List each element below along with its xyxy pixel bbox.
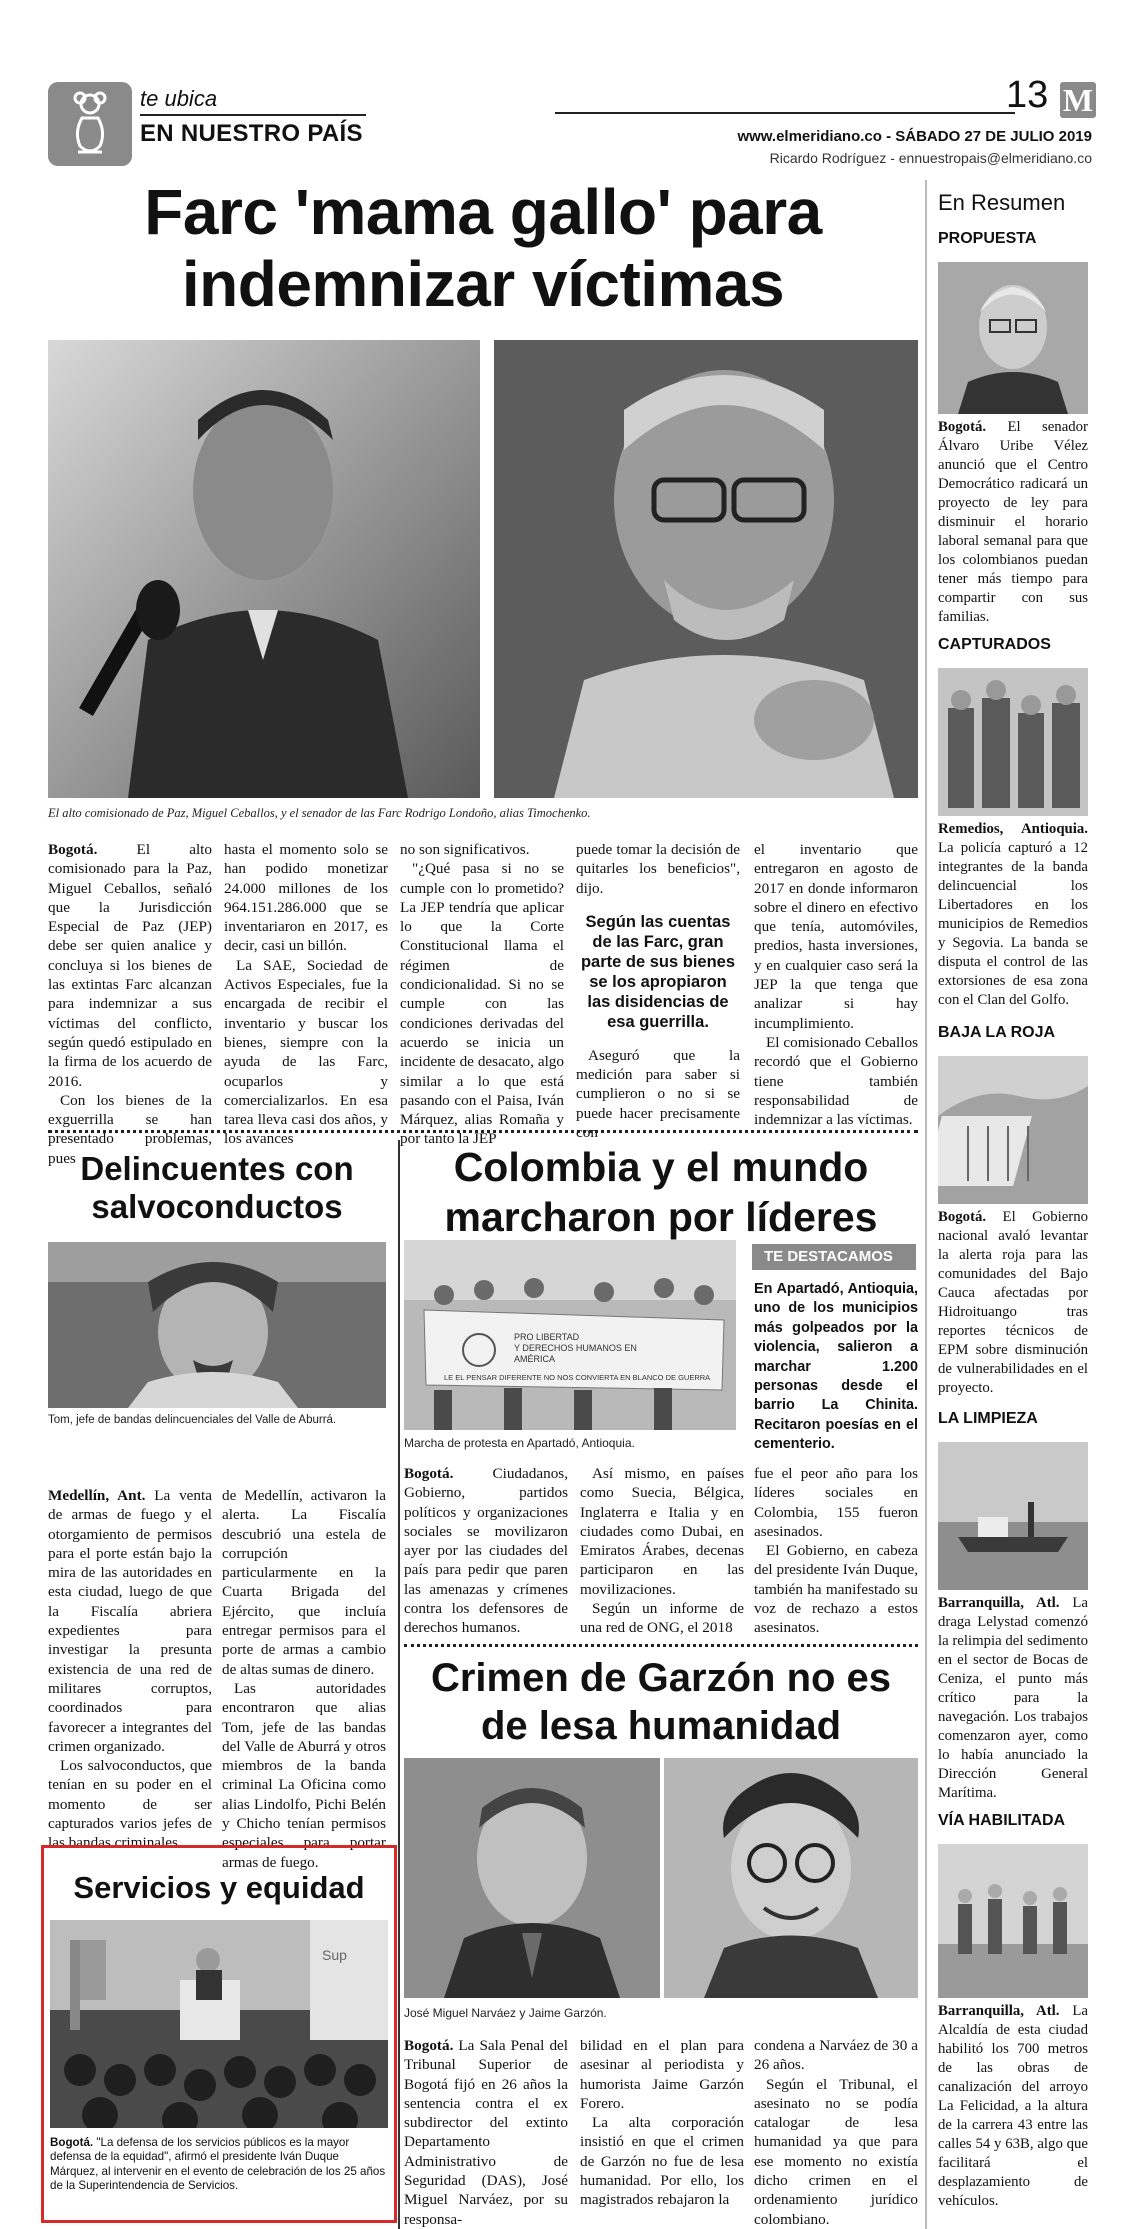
article-text: hasta el momento solo se han podido monetizar 24.000 millones de los 964.151.286.000 que se inventariaron en 2017, es decir, casi un billón. — [224, 841, 388, 955]
photo-tom — [48, 1242, 386, 1408]
article-headline: Delincuentes con salvoconductos — [80, 1150, 354, 1225]
sidebar-section-title: CAPTURADOS — [938, 636, 1051, 653]
article-column — [580, 2036, 744, 2210]
article-text: no son significativos. — [400, 841, 530, 858]
photo-caption: Marcha de protesta en Apartadó, Antioquia. — [404, 1436, 635, 1450]
article-column — [48, 1486, 212, 1853]
sidebar-text — [938, 418, 1088, 627]
article-column — [404, 1464, 568, 1638]
sidebar-text: El Gobierno nacional avaló levantar la alerta roja para las comunidades del Bajo Cauca afectadas por Hidroituango tras reportes técnicos de EPM sobre disminución de vulnerabilidades en el proyecto. — [938, 1209, 1088, 1396]
article-text: de Medellín, activaron la alerta. La Fiscalía descubrió una estela de corrupción particularmente en la Cuarta Brigada del Ejército, que incluía entregar permisos para el porte de armas a cambio de altas sumas de dinero. — [222, 1487, 386, 1678]
dateline: Bogotá. — [938, 1209, 987, 1225]
column-divider — [398, 1140, 400, 2229]
sidebar-section-title: LA LIMPIEZA — [938, 1410, 1038, 1427]
section-kicker: te ubica — [140, 86, 218, 111]
article-text: Ciudadanos, Gobierno, partidos políticos y organizaciones sociales se movilizaron ayer por las ciudades del país para pedir que paren las amenazas y crímenes contra los defensores de derechos humanos. — [404, 1465, 568, 1637]
article-text: puede tomar la decisión de quitarles los beneficios", dijo. — [576, 841, 740, 897]
article-text: "La defensa de los servicios públicos es la mayor defensa de la equidad", afirmó el presidente Iván Duque Márquez, al intervenir en el evento de celebración de los 25 años de la Superintendencia de Servicios. — [50, 2136, 386, 2192]
article-text: fue el peor año para los líderes sociales en Colombia, 155 fueron asesinados. — [754, 1465, 918, 1540]
photo-narvaez — [404, 1758, 660, 1998]
article-text: La SAE, Sociedad de Activos Especiales, fue la encargada de recibir el inventario y buscar los bienes, siempre con la ayuda de las Farc, ocuparlos y comercializarlos. En esa tarea lleva casi dos años, y los avances — [224, 956, 388, 1148]
section-name: EN NUESTRO PAÍS — [140, 120, 363, 147]
article-text: Con los bienes de la exguerrilla se han presentado problemas, pues — [48, 1091, 212, 1167]
photo-captured — [938, 668, 1088, 816]
article-column — [576, 840, 740, 1142]
dateline: Bogotá. — [50, 2136, 94, 2149]
sidebar-divider — [925, 180, 927, 2229]
sidebar-section-title: PROPUESTA — [938, 230, 1037, 247]
dateline: Barranquilla, Atl. — [938, 1595, 1060, 1611]
article-text: Las autoridades encontraron que alias Tom, jefe de las bandas del Valle de Aburrá y otros miembros de la banda criminal La Oficina como alias Lindolfo, Pichi Belén y Chicho tenían permisos especiales para portar armas de fuego. — [222, 1679, 386, 1871]
sidebar-section-title: BAJA LA ROJA — [938, 1024, 1056, 1041]
podium-sign: Sup — [322, 1947, 347, 1963]
highlight-badge: TE DESTACAMOS — [752, 1244, 916, 1270]
article-text: Según el Tribunal, el asesinato no se podía catalogar de lesa humanidad ya que para ese momento no existía dicho crimen en el ordenamiento jurídico colombiano. — [754, 2075, 918, 2228]
article-column — [754, 1464, 918, 1638]
sidebar-text — [938, 1208, 1088, 1398]
article-column — [224, 840, 388, 1149]
article-column — [754, 2036, 918, 2229]
sidebar-text: El senador Álvaro Uribe Vélez anunció que el Centro Democrático radicará un proyecto de ley para disminuir el horario laboral semanal para que los colombianos puedan tener más tiempo para compartir con sus familias. — [938, 419, 1088, 625]
dateline: Remedios, Antioquia. — [938, 821, 1088, 837]
brand-logo: M — [1060, 82, 1096, 118]
photo-event — [50, 1920, 388, 2128]
dateline: Bogotá. — [404, 1465, 454, 1482]
article-text: Los salvoconductos, que tenían en su poder en el momento de ser capturados varios jefes de las bandas criminales — [48, 1757, 212, 1852]
section-logo — [48, 82, 132, 166]
photo-caption: José Miguel Narváez y Jaime Garzón. — [404, 2006, 607, 2020]
article-column — [404, 2036, 568, 2229]
main-headline: Farc 'mama gallo' para indemnizar víctimas — [144, 176, 822, 320]
section-rule — [140, 114, 366, 116]
sidebar-text — [938, 820, 1088, 1010]
photo-ceballos — [48, 340, 480, 798]
article-text: condena a Narváez de 30 a 26 años. — [754, 2037, 918, 2074]
article-headline: Crimen de Garzón no es de lesa humanidad — [430, 1656, 892, 1748]
sidebar-text: La draga Lelystad comenzó la relimpia del sedimento en el sector de Bocas de Ceniza, el punto más crítico para la navegación. Los trabajos comenzaron ayer, como lo había anunciado la Dirección General Marítima. — [938, 1595, 1088, 1801]
photo-caption: El alto comisionado de Paz, Miguel Ceballos, y el senador de las Farc Rodrigo Londoño, alias Timochenko. — [48, 806, 591, 820]
section-divider — [48, 1130, 918, 1133]
section-divider — [404, 1644, 918, 1647]
banner-text: Y DERECHOS HUMANOS EN — [514, 1343, 637, 1353]
header-rule — [555, 112, 1015, 114]
sidebar-heading: En Resumen — [938, 190, 1066, 215]
photo-dam — [938, 1056, 1088, 1204]
article-text: Según un informe de una red de ONG, el 2018 — [580, 1600, 744, 1637]
website-date: www.elmeridiano.co - SÁBADO 27 DE JULIO 2019 — [737, 128, 1092, 145]
article-headline: Colombia y el mundo marcharon por líderes — [444, 1144, 878, 1240]
article-text: el inventario que entregaron en agosto de 2017 en donde informaron sobre el dinero en efectivo que tenía, automóviles, predios, hasta inversiones, y en cualquier caso será la JEP la que tenga que analizar si hay incumplimiento. — [754, 841, 918, 1032]
article-column — [48, 840, 212, 1168]
sidebar-text — [938, 2002, 1088, 2211]
article-text: Así mismo, en países como Suecia, Bélgica, Inglaterra e Italia y en ciudades como Dubai, en Emiratos Árabes, decenas participaron en las movilizaciones. — [580, 1465, 744, 1598]
banner-text: PRO LIBERTAD — [514, 1332, 580, 1342]
photo-timochenko — [494, 340, 918, 798]
dateline: Bogotá. — [48, 841, 98, 858]
photo-uribe — [938, 262, 1088, 414]
article-column — [580, 1464, 744, 1638]
article-column — [400, 840, 564, 1149]
sidebar-text: La policía capturó a 12 integrantes de la banda delincuencial los Libertadores en los municipios de Remedios y Segovia. La banda se disputa el control de las extorsiones de esa zona con el Clan del Golfo. — [938, 840, 1088, 1008]
article-text: bilidad en el plan para asesinar al periodista y humorista Jaime Garzón Forero. — [580, 2037, 744, 2112]
article-column — [754, 840, 918, 1129]
photo-dredge — [938, 1442, 1088, 1590]
banner-text: LE EL PENSAR DIFERENTE NO NOS CONVIERTA EN BLANCO DE GUERRA — [444, 1373, 711, 1382]
article-text: La Sala Penal del Tribunal Superior de Bogotá fijó en 26 años la sentencia contra el ex subdirector del extinto Departamento Administrativo de Seguridad (DAS), José Miguel Narváez, por su responsa- — [404, 2037, 568, 2228]
sidebar-section-title: VÍA HABILITADA — [938, 1812, 1066, 1829]
dateline: Bogotá. — [938, 419, 987, 435]
vase-icon — [48, 82, 132, 166]
banner-text: AMÉRICA — [514, 1354, 556, 1364]
dateline: Bogotá. — [404, 2037, 454, 2054]
article-headline: Servicios y equidad — [73, 1870, 365, 1905]
article-text: El comisionado Ceballos recordó que el Gobierno tiene también responsabilidad de indemnizar a las víctimas. — [754, 1033, 918, 1129]
highlight-text: En Apartadó, Antioquia, uno de los municipios más golpeados por la violencia, salieron a marchar 1.200 personas desde el barrio La Chinita. Recitaron poesías en el cementerio. — [754, 1281, 918, 1453]
article-text: El alto comisionado para la Paz, Miguel Ceballos, señaló que la Jurisdicción Especial de Paz (JEP) debe ser quien analice y concluya si los bienes de las extintas Farc alcanzan para indemnizar a sus víctimas del conflicto, según quedó estipulado en la firma de los acuerdo de 2016. — [48, 841, 212, 1090]
photo-road — [938, 1844, 1088, 1998]
dateline: Medellín, Ant. — [48, 1487, 146, 1504]
article-text: La alta corporación insistió en que el crimen de Garzón no fue de lesa humanidad. Por ello, los magistrados rebajaron la — [580, 2114, 744, 2209]
article-text: El Gobierno, en cabeza del presidente Iván Duque, también ha manifestado su voz de rechazo a estos asesinatos. — [754, 1542, 918, 1637]
article-text: Aseguró que la medición para saber si cumplieron o no si se puede hacer precisamente con — [576, 1046, 740, 1142]
sidebar-text: La Alcaldía de esta ciudad habilitó los 700 metros de las obras de canalización del arroyo La Felicidad, a la altura de la carrera 43 entre las calles 54 y 63B, algo que facilitará el desplazamiento de vehículos. — [938, 2003, 1088, 2209]
dateline: Barranquilla, Atl. — [938, 2003, 1060, 2019]
page-number: 13 — [1006, 74, 1049, 116]
article-text — [50, 2136, 388, 2193]
article-text: "¿Qué pasa si no se cumple con lo prometido? La JEP tendría que aplicar lo que la Corte Constitucional llama el régimen de condicionalidad. Si no se cumple con las condiciones derivadas del acuerdo se inicia un incidente de desacato, algo similar a lo que está pasando con el Paisa, Iván Márquez, alias Romaña y por tanto la JEP — [400, 860, 564, 1148]
photo-march — [404, 1240, 736, 1430]
sidebar-text — [938, 1594, 1088, 1803]
article-text: La venta de armas de fuego y el otorgamiento de permisos para el porte están bajo la mira de las autoridades en esta ciudad, luego de que la Fiscalía abriera expedientes para investigar la presunta existencia de una red de militares corruptos, coordinados para favorecer a integrantes del crimen organizado. — [48, 1487, 212, 1755]
author-email: Ricardo Rodríguez - ennuestropais@elmeridiano.co — [769, 150, 1092, 166]
photo-garzon — [664, 1758, 918, 1998]
pull-quote: Según las cuentas de las Farc, gran parte de sus bienes se los apropiaron las disidencias de esa guerrilla. — [580, 912, 736, 1031]
photo-caption: Tom, jefe de bandas delincuenciales del Valle de Aburrá. — [48, 1414, 337, 1426]
article-column — [222, 1486, 386, 1872]
